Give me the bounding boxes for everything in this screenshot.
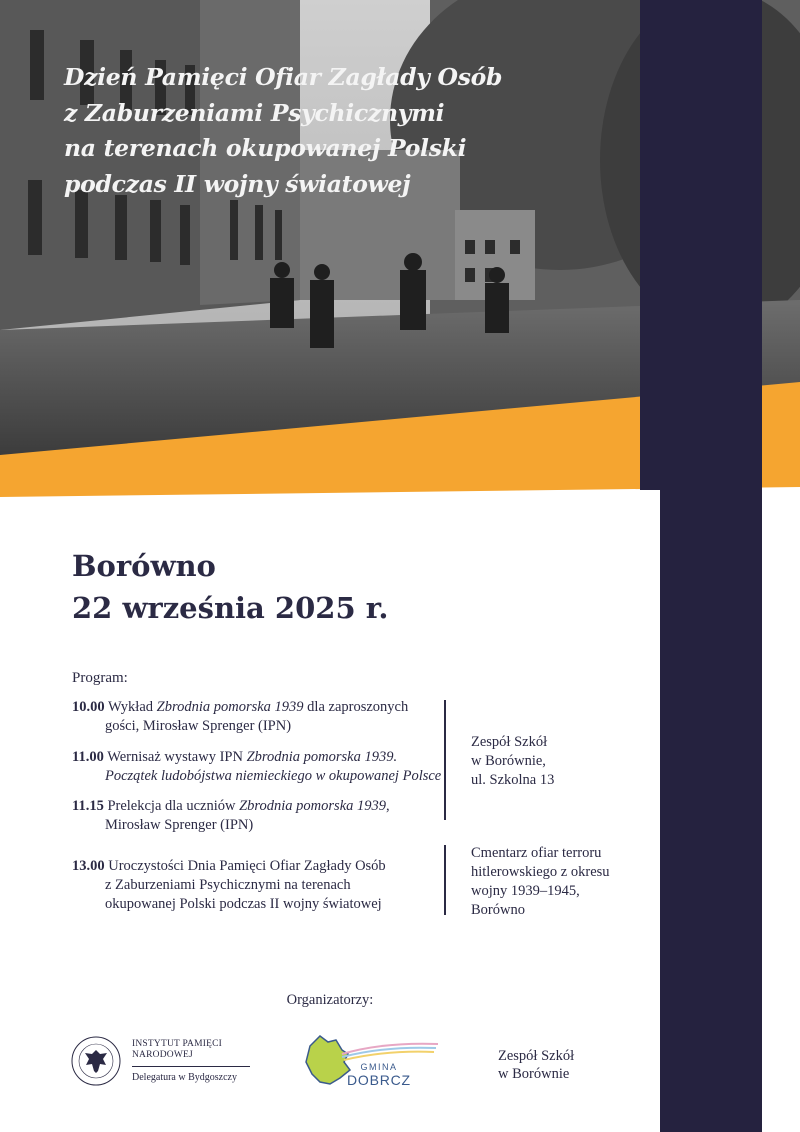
program-item-1 (72, 698, 408, 736)
ipn-name-line: NARODOWEJ (132, 1050, 193, 1060)
program-item-time: 13.00 (72, 858, 105, 874)
gmina-label: GMINA (360, 1062, 398, 1072)
event-date: 22 września 2025 r. (72, 591, 389, 625)
event-place: Borówno (72, 549, 216, 583)
venue-line: ul. Szkolna 13 (471, 772, 555, 788)
venue-line: w Borównie, (471, 753, 546, 769)
hero-title-line-1: Dzień Pamięci Ofiar Zagłady Osób (64, 63, 503, 91)
ipn-branch: Delegatura w Bydgoszczy (132, 1072, 237, 1083)
program-item-continuation: Mirosław Sprenger (IPN) (105, 817, 254, 833)
hero-title-line-4: podczas II wojny światowej (64, 169, 411, 198)
ipn-name-line: INSTYTUT PAMIĘCI (132, 1039, 223, 1049)
ipn-logo (70, 1035, 270, 1090)
venue-line: Zespół Szkół (471, 734, 548, 750)
program-item-text: , (386, 798, 390, 814)
ipn-name (132, 1039, 222, 1061)
venue-divider-1 (444, 700, 446, 820)
program-item-title: Zbrodnia pomorska 1939. (246, 749, 398, 765)
program-item-time: 11.15 (72, 798, 104, 814)
venue-divider-2 (444, 845, 446, 915)
program-item-continuation: gości, Mirosław Sprenger (IPN) (105, 718, 292, 734)
hero-title (64, 60, 624, 202)
program-item-text: Prelekcja dla uczniów (103, 798, 240, 814)
program-item-text: dla zaproszonych (303, 699, 409, 715)
venue-cemetery (471, 844, 610, 920)
venue-line: hitlerowskiego z okresu (471, 864, 610, 880)
program-item-continuation: Początek ludobójstwa niemieckiego w okupowanej Polsce (105, 768, 442, 784)
venue-line: Cmentarz ofiar terroru (471, 845, 602, 861)
program-item-time: 11.00 (72, 749, 104, 765)
hero-title-line-3: na terenach okupowanej Polski (64, 134, 467, 162)
venue-line: Borówno (471, 902, 525, 918)
organizers-label: Organizatorzy: (286, 992, 374, 1008)
program-item-2 (72, 748, 441, 786)
school-line: Zespół Szkół (498, 1048, 575, 1064)
program-item-4 (72, 857, 386, 914)
program-item-text: Wernisaż wystawy IPN (103, 749, 247, 765)
school-organizer (498, 1047, 574, 1083)
gmina-name (347, 1062, 411, 1088)
gmina-dobrcz-logo (302, 1032, 442, 1090)
program-item-text: Uroczystości Dnia Pamięci Ofiar Zagłady Osób (104, 858, 386, 874)
program-item-title: Zbrodnia pomorska 1939 (156, 699, 304, 715)
program-item-continuation: okupowanej Polski podczas II wojny światowej (105, 896, 382, 912)
venue-line: wojny 1939–1945, (471, 883, 580, 899)
program-label: Program: (72, 670, 128, 686)
hero-title-line-2: z Zaburzeniami Psychicznymi (64, 98, 445, 127)
navy-bar-shape (640, 0, 762, 1132)
gmina-name-label: DOBRCZ (347, 1072, 411, 1088)
school-line: w Borównie (498, 1066, 570, 1082)
navy-vertical-bar (640, 0, 762, 1132)
ipn-divider (132, 1066, 250, 1067)
program-item-time: 10.00 (72, 699, 105, 715)
eagle-seal-icon (70, 1035, 122, 1087)
venue-school (471, 733, 554, 790)
program-item-continuation: z Zaburzeniami Psychicznymi na terenach (105, 877, 351, 893)
program-item-text: Wykład (104, 699, 157, 715)
program-item-3 (72, 797, 390, 835)
program-item-title: Zbrodnia pomorska 1939 (239, 798, 386, 814)
